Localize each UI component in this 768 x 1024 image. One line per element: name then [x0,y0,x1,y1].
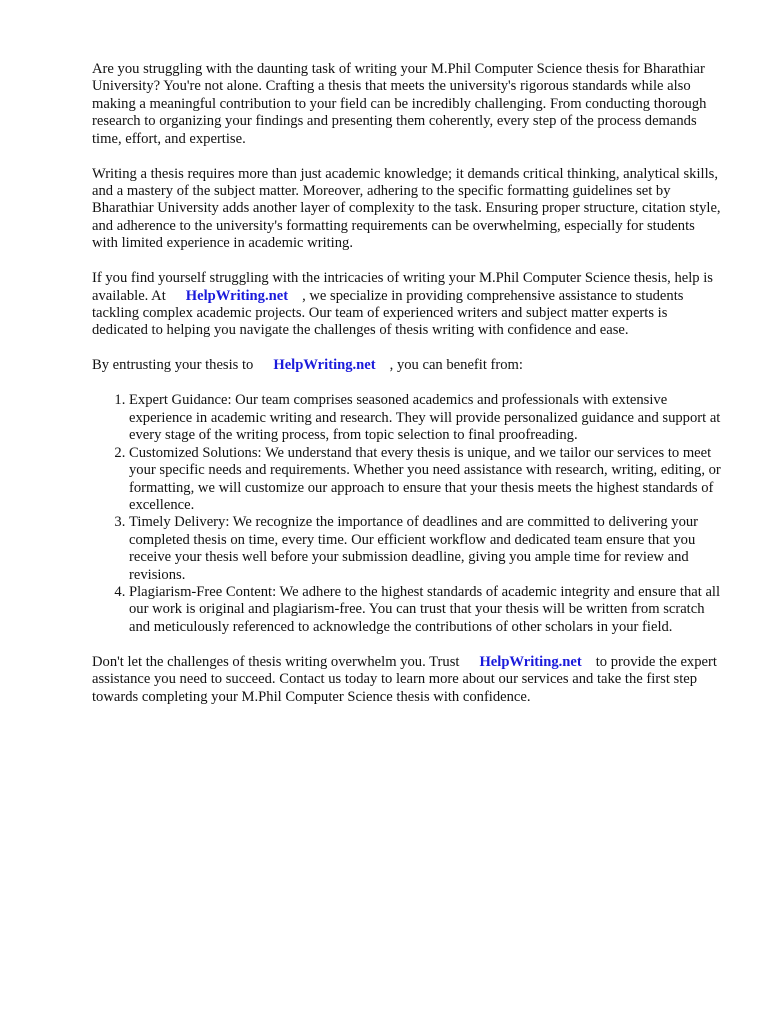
benefits-list [92,392,722,636]
offer-text-after: , we specialize in providing comprehensive assistance to students tackling complex academic projects. Our team of experienced writers and subject matter experts is dedicated to helping you navigate the challenges of thesis writing with confidence and ease. [92,287,684,339]
requirements-paragraph: Writing a thesis requires more than just academic knowledge; it demands critical thinking, analytical skills, and a mastery of the subject matter. Moreover, adhering to the specific formatting guidelines set by Bharathiar University adds another layer of complexity to the task. Ensuring proper structure, citation style, and adherence to the university's formatting requirements can be overwhelming, especially for students with limited experience in academic writing. [92,165,721,252]
helpwriting-link[interactable]: HelpWriting.net [479,653,582,670]
offer-paragraph [92,270,722,340]
intro-paragraph: Are you struggling with the daunting task of writing your M.Phil Computer Science thesis for Bharathiar University? You're not alone. Crafting a thesis that meets the university's rigorous standards while also making a meaningful contribution to your field can be incredibly challenging. From conducting thorough research to organizing your findings and presenting them coherently, every step of the process demands time, effort, and expertise. [92,61,707,147]
offer-text-before: If you find yourself struggling with the intricacies of writing your M.Phil Computer Science thesis, help is available. At [92,270,713,304]
closing-paragraph [92,654,722,706]
closing-text-after: to provide the expert assistance you need to succeed. Contact us today to learn more about our services and take the first step towards completing your M.Phil Computer Science thesis with confidence. [92,653,717,705]
benefit-text-before: By entrusting your thesis to [92,357,254,374]
helpwriting-link[interactable]: HelpWriting.net [273,357,376,374]
benefit-text-after: , you can benefit from: [389,357,523,374]
benefit-intro-paragraph [92,357,722,374]
list-item: 3. Timely Delivery: We recognize the importance of deadlines and are committed to delivering your completed thesis on time, every time. Our efficient workflow and dedicated team ensure that you receive your thesis well before your submission deadline, giving you ample time for review and revisions. [129,514,722,584]
list-item: 4. Plagiarism-Free Content: We adhere to the highest standards of academic integrity and ensure that all our work is original and plagiarism-free. You can trust that your thesis will be written from scratch and meticulously referenced to acknowledge the contributions of other scholars in your field. [129,584,722,636]
helpwriting-link[interactable]: HelpWriting.net [185,287,289,304]
list-item: 2. Customized Solutions: We understand that every thesis is unique, and we tailor our services to meet your specific needs and requirements. Whether you need assistance with research, writing, editing, or formatting, we will customize our approach to ensure that your thesis meets the highest standards of excellence. [129,445,722,515]
list-item: 1. Expert Guidance: Our team comprises seasoned academics and professionals with extensive experience in academic writing and research. They will provide personalized guidance and support at every stage of the writing process, from topic selection to final proofreading. [129,392,722,444]
document-page [92,61,722,724]
closing-text-before: Don't let the challenges of thesis writing overwhelm you. Trust [92,653,460,670]
